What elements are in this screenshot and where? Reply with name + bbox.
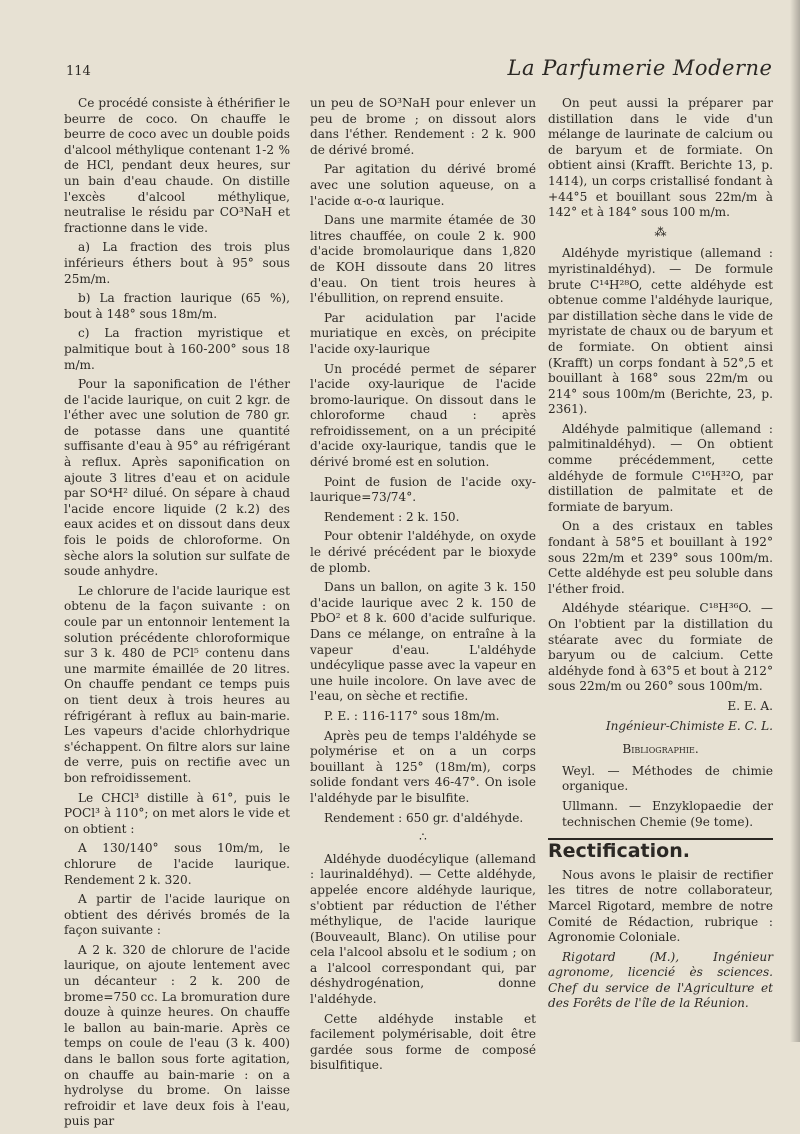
paragraph: c) La fraction myristique et palmitique bout à 160-200° sous 18 m/m. xyxy=(64,326,290,372)
paragraph: Le CHCl³ distille à 61°, puis le POCl³ à 110°; on met alors le vide et on obtient : xyxy=(64,790,290,836)
bibliography xyxy=(548,764,773,830)
paragraph: Rendement : 650 gr. d'aldéhyde. xyxy=(324,810,524,825)
column-1 xyxy=(64,96,290,1134)
paragraph: Le chlorure de l'acide laurique est obtenu de la façon suivante : on coule par un entonnoir lentement la solution précédente chloroformique sur 3 k. 480 de PCl⁵ contenu dans une marmite émaillée de 20 litres. On chauffe pendant ce temps puis on tient deux à trois heures au réfrigérant à reflux au bain-marie. Les vapeurs d'acide chlorhydrique s'échappent. On filtre alors sur laine de verre, puis on rectifie avec un bon refroidissement. xyxy=(64,583,290,785)
journal-masthead: La Parfumerie Moderne xyxy=(507,56,773,80)
page-number: 114 xyxy=(66,64,91,79)
paragraph: Un procédé permet de séparer l'acide oxy-laurique de l'acide bromo-laurique. On dissout dans le chloroforme chaud : après refroidissement, on a un précipité d'acide oxy-laurique, tandis que le dérivé bromé est en solution. xyxy=(310,361,536,470)
paragraph: Point de fusion de l'acide oxy-laurique=73/74°. xyxy=(310,474,536,505)
paragraph: a) La fraction des trois plus inférieurs éthers bout à 95° sous 25m/m. xyxy=(64,240,290,286)
rectification-title: Rectification. xyxy=(548,840,690,863)
paragraph: Pour obtenir l'aldéhyde, on oxyde le dérivé précédent par le bioxyde de plomb. xyxy=(310,529,536,575)
paragraph: Nous avons le plaisir de rectifier les titres de notre collaborateur, Marcel Rigotard, membre de notre Comité de Rédaction, rubrique : Agronomie Coloniale. xyxy=(548,867,773,945)
paragraph: A 130/140° sous 10m/m, le chlorure de l'acide laurique. Rendement 2 k. 320. xyxy=(64,841,290,887)
paragraph: Dans un ballon, on agite 3 k. 150 d'acide laurique avec 2 k. 150 de PbO² et 8 k. 600 d'acide sulfurique. Dans ce mélange, on entraîne à la vapeur d'eau. L'aldéhyde undécylique passe avec la vapeur en une huile incolore. On lave avec de l'eau, on sèche et rectifie. xyxy=(310,580,536,704)
paragraph: Dans une marmite étamée de 30 litres chauffée, on coule 2 k. 900 d'acide bromolaurique dans 1,820 de KOH dissoute dans 20 litres d'eau. On tient trois heures à l'ébullition, on reprend ensuite. xyxy=(310,213,536,306)
paragraph: A 2 k. 320 de chlorure de l'acide laurique, on ajoute lentement avec un décanteur : 2 k. 200 de brome=750 cc. La bromuration dure douze à quinze heures. On chauffe le ballon au bain-marie. Après ce temps on coule de l'eau (3 k. 400) dans le ballon sous forte agitation, on chauffe au bain-marie : on a hydrolyse du brome. On laisse refroidir et lave deux fois à l'eau, puis par xyxy=(64,942,290,1129)
paragraph: Aldéhyde myristique (allemand : myristinaldéhyd). — De formule brute C¹⁴H²⁸O, cette aldéhyde est obtenue comme l'aldéhyde laurique, par distillation sèche dans le vide de myristate de chaux ou de baryum et de formiate. On obtient ainsi (Krafft) un corps fondant à 52°,5 et bouillant à 168° sous 22m/m ou 214° sous 100m/m (Berichte, 23, p. 2361). xyxy=(548,246,773,417)
paragraph: Aldéhyde stéarique. C¹⁸H³⁶O. — On l'obtient par la distillation du stéarate avec du formiate de baryum ou de calcium. Cette aldéhyde fond à 63°5 et bout à 212° sous 22m/m ou 260° sous 100m/m. xyxy=(548,601,773,694)
paragraph: Par acidulation par l'acide muriatique en excès, on précipite l'acide oxy-laurique xyxy=(310,310,536,356)
signature-name: E. E. A. xyxy=(727,698,773,713)
paragraph: b) La fraction laurique (65 %), bout à 148° sous 18m/m. xyxy=(64,291,290,321)
paragraph: On peut aussi la préparer par distillation dans le vide d'un mélange de laurinate de calcium ou de baryum et de formiate. On obtient ainsi (Krafft. Berichte 13, p. 1414), un corps cristallisé fondant à +44°5 et bouillant sous 22m/m à 142° et à 184° sous 100 m/m. xyxy=(548,96,773,220)
column-2 xyxy=(310,96,536,1078)
paragraph: Ce procédé consiste à éthérifier le beurre de coco. On chauffe le beurre de coco avec un double poids d'alcool méthylique contenant 1-2 % de HCl, pendant deux heures, sur un bain d'eau chaude. On distille l'excès d'alcool méthylique, neutralise le résidu par CO³NaH et fractionne dans le vide. xyxy=(64,96,290,235)
paragraph: On a des cristaux en tables fondant à 58°5 et bouillant à 192° sous 22m/m et 239° sous 100m/m. Cette aldéhyde est peu soluble dans l'éther froid. xyxy=(548,519,773,596)
paragraph: Après peu de temps l'aldéhyde se polymérise et on a un corps bouillant à 125° (18m/m), corps solide fondant vers 46-47°. On isole l'aldéhyde par le bisulfite. xyxy=(310,728,536,805)
paragraph: A partir de l'acide laurique on obtient des dérivés bromés de la façon suivante : xyxy=(64,892,290,938)
dots-ornament: ∴ xyxy=(419,830,427,845)
bibliography-item: Weyl. — Méthodes de chimie organique. xyxy=(562,763,773,794)
paragraph: un peu de SO³NaH pour enlever un peu de brome ; on dissout alors dans l'éther. Rendement : 2 k. 900 de dérivé bromé. xyxy=(310,96,536,157)
bibliography-heading: Bibliographie. xyxy=(622,742,699,757)
column-3 xyxy=(548,96,773,1016)
signature-title: Ingénieur-Chimiste E. C. L. xyxy=(605,718,773,733)
paragraph: Pour la saponification de l'éther de l'acide laurique, on cuit 2 kgr. de l'éther avec une solution de 780 gr. de potasse dans une quantité suffisante d'eau à 95° au réfrigérant à reflux. Après saponification on ajoute 3 litres d'eau et on acidule par SO⁴H² dilué. On sépare à chaud l'acide encore liquide (2 k.2) des eaux acides et on dissout dans deux fois le poids de chloroforme. On sèche alors la solution sur sulfate de soude anhydre. xyxy=(64,377,290,579)
paragraph: Aldéhyde palmitique (allemand : palmitinaldéhyd). — On obtient comme précédemment, cette aldéhyde de formule C¹⁶H³²O, par distillation de palmitate et de formiate de baryum. xyxy=(548,421,773,514)
page-edge-shadow xyxy=(790,0,800,1042)
paragraph: Rendement : 2 k. 150. xyxy=(324,509,460,524)
paragraph: Par agitation du dérivé bromé avec une solution aqueuse, on a l'acide α-o-α laurique. xyxy=(310,162,536,208)
bibliography-item: Ullmann. — Enzyklopaedie der technischen Chemie (9e tome). xyxy=(562,798,773,829)
paragraph: P. E. : 116-117° sous 18m/m. xyxy=(324,708,500,723)
paragraph: Cette aldéhyde instable et facilement polymérisable, doit être gardée sous forme de composé bisulfitique. xyxy=(310,1011,536,1073)
stars-ornament: ⁂ xyxy=(654,224,667,239)
paragraph: Rigotard (M.), Ingénieur agronome, licencié ès sciences. Chef du service de l'Agriculture et des Forêts de l'île de la Réunion. xyxy=(548,949,773,1011)
paragraph: Aldéhyde duodécylique (allemand : laurinaldéhyd). — Cette aldéhyde, appelée encore aldéhyde laurique, s'obtient par réduction de l'éther méthylique, de l'acide laurique (Bouveault, Blanc). On utilise pour cela l'alcool absolu et le sodium ; on a l'alcool correspondant qui, par déshydrogénation, donne l'aldéhyde. xyxy=(310,851,536,1007)
